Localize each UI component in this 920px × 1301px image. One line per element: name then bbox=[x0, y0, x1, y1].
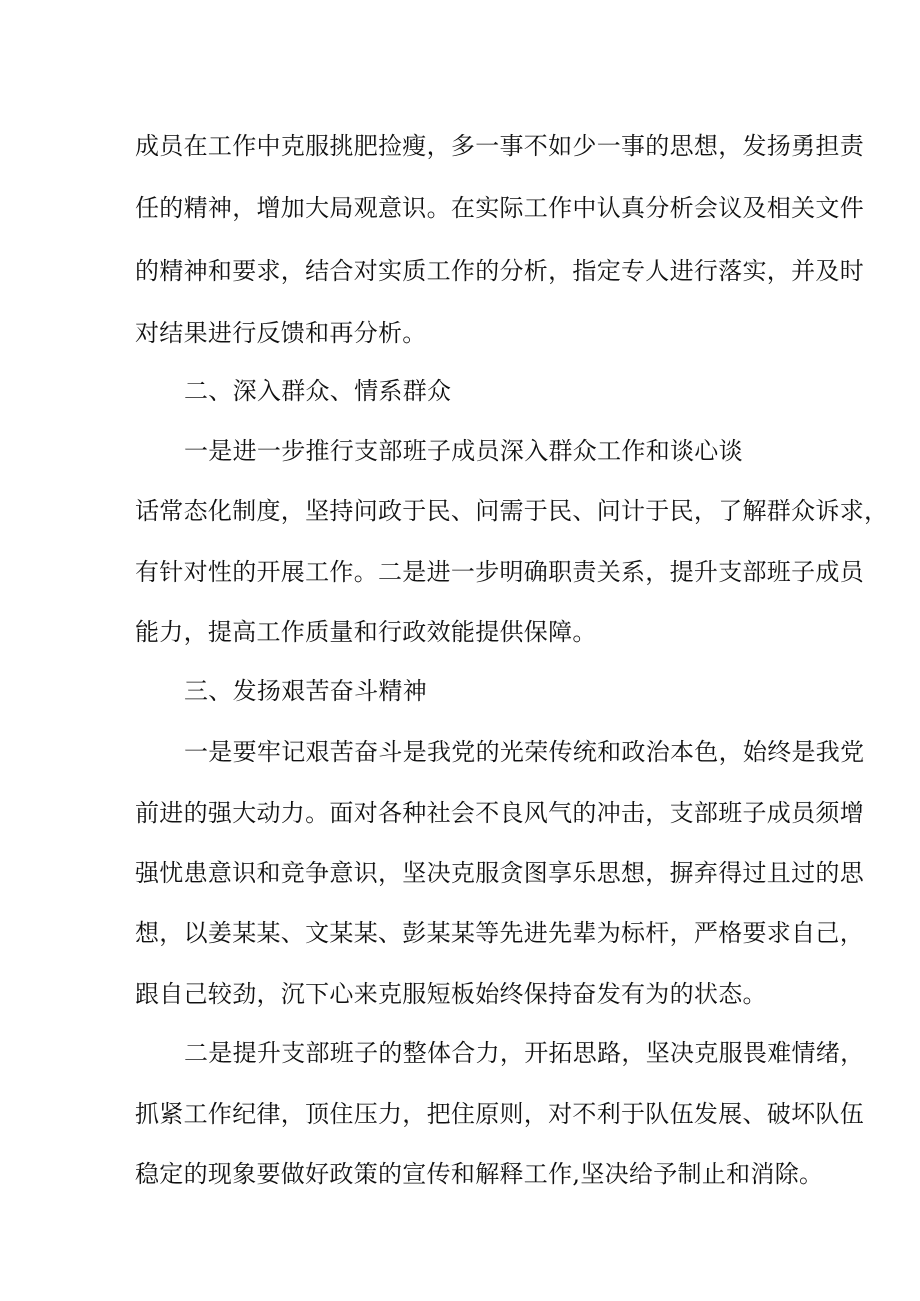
paragraph-line: 任的精神，增加大局观意识。在实际工作中认真分析会议及相关文件 bbox=[135, 194, 864, 222]
paragraph-line: 有针对性的开展工作。二是进一步明确职责关系，提升支部班子成员 bbox=[135, 558, 864, 586]
paragraph-line: 的精神和要求，结合对实质工作的分析，指定专人进行落实，并及时 bbox=[135, 257, 864, 285]
paragraph-line: 强忧患意识和竞争意识，坚决克服贪图享乐思想，摒弃得过且过的思 bbox=[135, 859, 864, 887]
section-heading: 二、深入群众、情系群众 bbox=[184, 377, 452, 405]
paragraph-line: 稳定的现象要做好政策的宣传和解释工作,坚决给予制止和消除。 bbox=[135, 1160, 824, 1188]
paragraph-line: 一是要牢记艰苦奋斗是我党的光荣传统和政治本色，始终是我党 bbox=[184, 738, 865, 766]
paragraph-line: 抓紧工作纪律，顶住压力，把住原则，对不利于队伍发展、破坏队伍 bbox=[135, 1100, 864, 1128]
paragraph-line: 二是提升支部班子的整体合力，开拓思路，坚决克服畏难情绪， bbox=[184, 1039, 865, 1067]
paragraph-line: 话常态化制度，坚持问政于民、问需于民、问计于民，了解群众诉求， bbox=[135, 497, 889, 525]
paragraph-line: 前进的强大动力。面对各种社会不良风气的冲击，支部班子成员须增 bbox=[135, 799, 864, 827]
paragraph-line: 跟自己较劲，沉下心来克服短板始终保持奋发有为的状态。 bbox=[135, 980, 767, 1008]
paragraph-line: 成员在工作中克服挑肥捡瘦，多一事不如少一事的思想，发扬勇担责 bbox=[135, 132, 864, 160]
paragraph-line: 想，以姜某某、文某某、彭某某等先进先辈为标杆，严格要求自己， bbox=[135, 919, 864, 947]
paragraph-line: 对结果进行反馈和再分析。 bbox=[135, 319, 427, 347]
paragraph-line: 能力，提高工作质量和行政效能提供保障。 bbox=[135, 618, 597, 646]
section-heading: 三、发扬艰苦奋斗精神 bbox=[184, 677, 427, 705]
paragraph-line: 一是进一步推行支部班子成员深入群众工作和谈心谈 bbox=[184, 437, 743, 465]
